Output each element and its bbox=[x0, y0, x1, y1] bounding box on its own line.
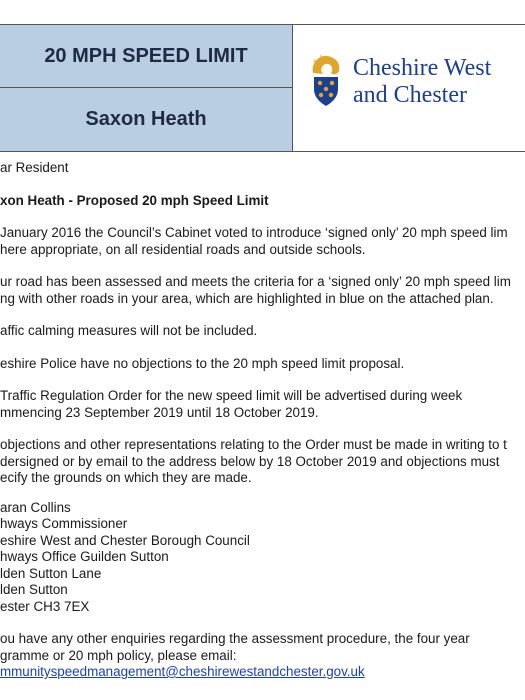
paragraph-line: ecify the grounds on which they are made. bbox=[0, 470, 252, 485]
salutation: ar Resident bbox=[0, 160, 69, 175]
address-line: lden Sutton Lane bbox=[0, 565, 102, 581]
title-block bbox=[0, 25, 293, 151]
address-line: aran Collins bbox=[0, 499, 71, 515]
paragraph-line: ou have any other enquiries regarding the assessment procedure, the four year bbox=[0, 631, 470, 646]
address-line: hways Commissioner bbox=[0, 516, 128, 531]
paragraph-line: dersigned or by email to the address below by 18 October 2019 and objections must bbox=[0, 453, 500, 469]
paragraph-line: ng with other roads in your area, which are highlighted in blue on the attached plan. bbox=[0, 290, 494, 306]
address-line: hways Office Guilden Sutton bbox=[0, 549, 169, 564]
letter-subject: xon Heath - Proposed 20 mph Speed Limit bbox=[0, 192, 269, 208]
council-logo bbox=[293, 25, 525, 151]
paragraph-line: here appropriate, on all residential roads and outside schools. bbox=[0, 241, 366, 257]
letter-body bbox=[0, 160, 525, 681]
paragraph-line: objections and other representations relating to the Order must be made in writing to t bbox=[0, 437, 507, 452]
address-line: lden Sutton bbox=[0, 582, 68, 597]
logo-line-2: and Chester bbox=[353, 82, 467, 108]
paragraph-line: Traffic Regulation Order for the new speed limit will be advertised during week bbox=[0, 388, 463, 403]
paragraph-line: January 2016 the Council’s Cabinet voted to introduce ‘signed only’ 20 mph speed lim bbox=[0, 225, 508, 240]
paragraph-line: affic calming measures will not be included. bbox=[0, 323, 258, 338]
paragraph-line: eshire Police have no objections to the 20 mph speed limit proposal. bbox=[0, 355, 405, 371]
council-name bbox=[353, 55, 491, 109]
paragraph-line: gramme or 20 mph policy, please email: bbox=[0, 647, 237, 663]
letter-header bbox=[0, 24, 525, 152]
paragraph-line: mmencing 23 September 2019 until 18 October 2019. bbox=[0, 404, 319, 420]
address-line: eshire West and Chester Borough Council bbox=[0, 532, 250, 548]
email-link[interactable]: mmunityspeedmanagement@cheshirewestandchester.gov.uk bbox=[0, 664, 365, 679]
paragraph-line: ur road has been assessed and meets the criteria for a ‘signed only’ 20 mph speed lim bbox=[0, 274, 511, 289]
logo-line-1: Cheshire West bbox=[353, 55, 492, 81]
address-line: ester CH3 7EX bbox=[0, 598, 90, 614]
page-title: 20 MPH SPEED LIMIT bbox=[0, 25, 292, 88]
council-crest-icon bbox=[309, 53, 343, 107]
location-title: Saxon Heath bbox=[85, 107, 207, 130]
